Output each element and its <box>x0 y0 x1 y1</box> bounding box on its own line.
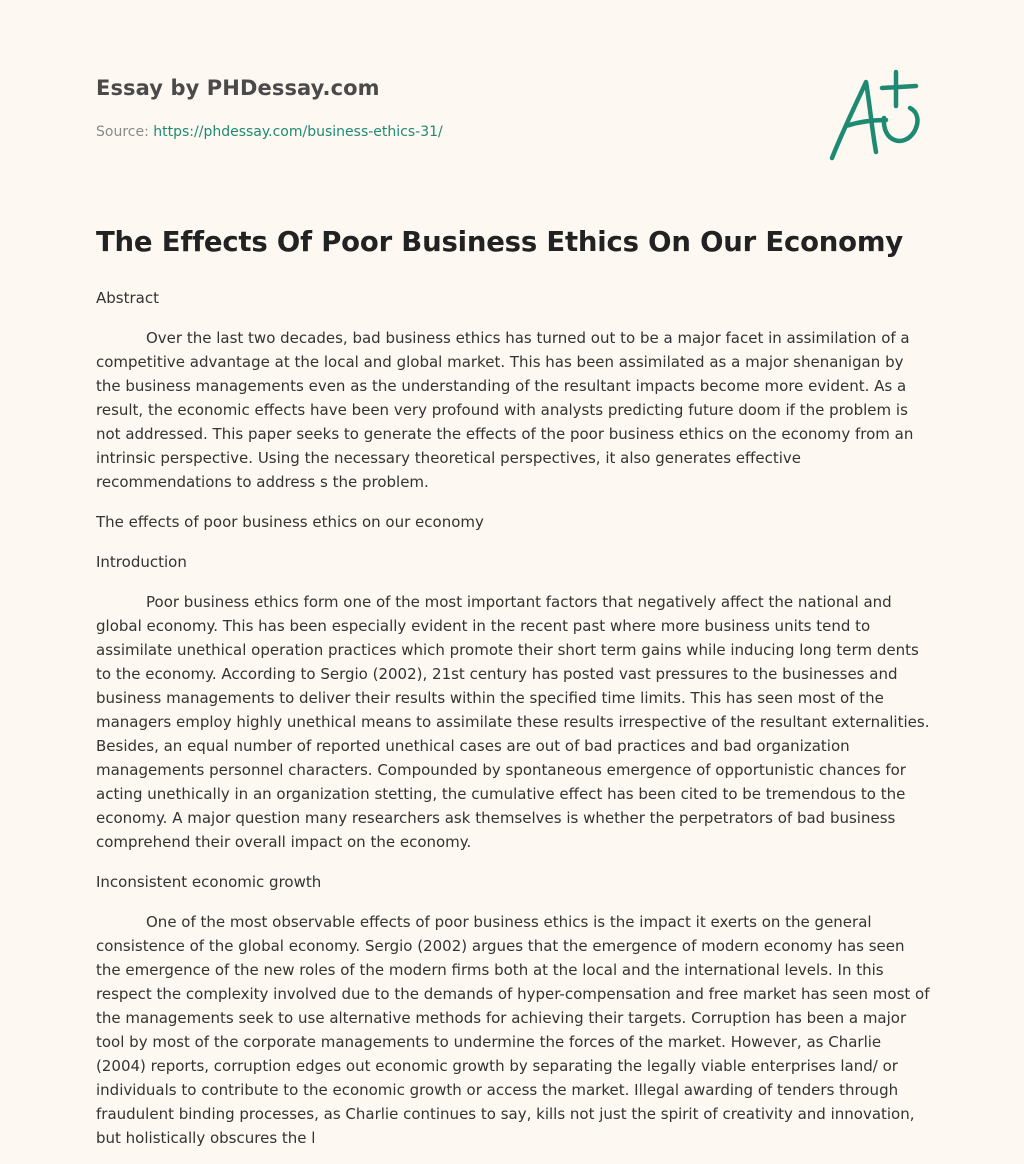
section-heading-inconsistent-growth: Inconsistent economic growth <box>96 873 322 891</box>
essay-title: The Effects Of Poor Business Ethics On Our Economy <box>96 226 904 258</box>
essay-body <box>96 286 932 1150</box>
introduction-paragraph: Poor business ethics form one of the most important factors that negatively affect the national and global economy. This has been especially evident in the recent past where more business units tend to assimilate unethical operation practices which promote their short term gains while inducing long term dents to the economy. According to Sergio (2002), 21st century has posted vast pressures to the businesses and business managements to deliver their results within the specified time limits. This has seen most of the managers employ highly unethical means to assimilate these results irrespective of the resultant externalities. Besides, an equal number of reported unethical cases are out of bad practices and bad organization managements personnel characters. Compounded by spontaneous emergence of opportunistic chances for acting unethically in an organization stetting, the cumulative effect has been cited to be tremendous to the economy. A major question many researchers ask themselves is whether the perpetrators of bad business comprehend their overall impact on the economy. <box>96 593 930 851</box>
source-label: Source: <box>96 124 149 140</box>
section-heading-abstract: Abstract <box>96 289 159 307</box>
section-heading-subtitle: The effects of poor business ethics on our economy <box>96 513 484 531</box>
source-link[interactable]: https://phdessay.com/business-ethics-31/ <box>153 124 443 140</box>
site-brand: Essay by PHDessay.com <box>96 76 380 100</box>
a-plus-logo-icon <box>822 66 932 166</box>
inconsistent-growth-paragraph: One of the most observable effects of poor business ethics is the impact it exerts on the general consistence of the global economy. Sergio (2002) argues that the emergence of modern economy has seen the emergence of the new roles of the modern firms both at the local and the international levels. In this respect the complexity involved due to the demands of hyper-compensation and free market has seen most of the managements seek to use alternative methods for achieving their targets. Corruption has been a major tool by most of the corporate managements to undermine the forces of the market. However, as Charlie (2004) reports, corruption edges out economic growth by separating the legally viable enterprises land/ or individuals to contribute to the economic growth or access the market. Illegal awarding of tenders through fraudulent binding processes, as Charlie continues to say, kills not just the spirit of creativity and innovation, but holistically obscures the l <box>96 913 930 1147</box>
abstract-paragraph: Over the last two decades, bad business ethics has turned out to be a major facet in assimilation of a competitive advantage at the local and global market. This has been assimilated as a major shenanigan by the business managements even as the understanding of the resultant impacts become more evident. As a result, the economic effects have been very profound with analysts predicting future doom if the problem is not addressed. This paper seeks to generate the effects of the poor business ethics on the economy from an intrinsic perspective. Using the necessary theoretical perspectives, it also generates effective recommendations to address s the problem. <box>96 329 914 491</box>
section-heading-introduction: Introduction <box>96 553 187 571</box>
source-line <box>96 124 443 140</box>
